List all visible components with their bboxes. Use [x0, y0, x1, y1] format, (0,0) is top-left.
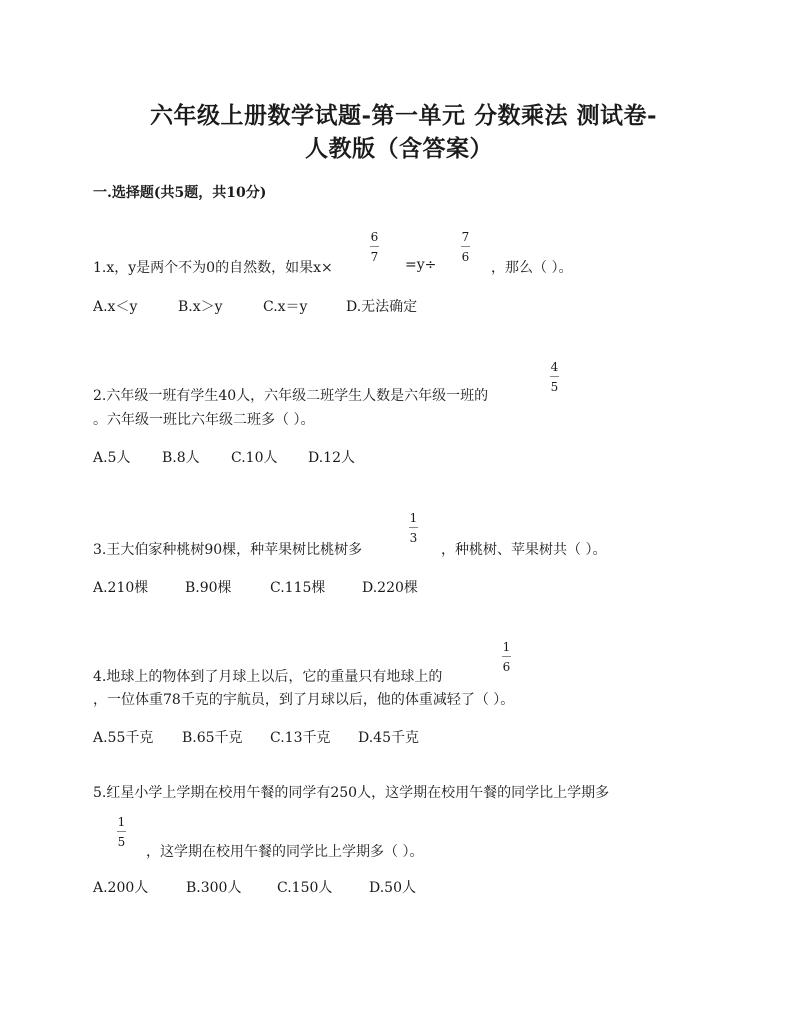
q2-fraction-numerator: 4 — [550, 360, 559, 374]
q4-option-d[interactable]: D.45千克 — [358, 730, 419, 746]
q4-fraction-numerator: 1 — [502, 640, 511, 654]
q1-fraction-2 — [461, 230, 470, 264]
q2-option-c[interactable]: C.10人 — [231, 450, 278, 466]
q4-option-c[interactable]: C.13千克 — [270, 730, 331, 746]
q4-option-a[interactable]: A.55千克 — [93, 730, 154, 746]
q5-option-b[interactable]: B.300人 — [186, 880, 242, 896]
q4-fraction-denominator: 6 — [502, 660, 511, 674]
q1-option-d[interactable]: D.无法确定 — [346, 299, 418, 315]
q1-fraction-1-bar — [370, 246, 379, 247]
q1-fraction-1-denominator: 7 — [370, 250, 379, 264]
q5-option-c[interactable]: C.150人 — [277, 880, 333, 896]
q1-text-a: 1.x，y是两个不为0的自然数，如果x× — [93, 260, 333, 276]
q5-fraction-denominator: 5 — [117, 835, 126, 849]
q4-fraction — [502, 640, 511, 674]
q3-option-b[interactable]: B.90棵 — [185, 580, 232, 596]
q4-fraction-bar — [502, 656, 511, 657]
q3-fraction-bar — [409, 527, 418, 528]
section-heading: 一.选择题(共5题，共10分) — [93, 185, 267, 201]
q2-option-d[interactable]: D.12人 — [308, 450, 355, 466]
q3-option-d[interactable]: D.220棵 — [362, 580, 418, 596]
q3-fraction-denominator: 3 — [409, 531, 418, 545]
q3-text-b: ，种桃树、苹果树共（ ）。 — [441, 542, 607, 558]
q1-fraction-2-denominator: 6 — [461, 250, 470, 264]
q3-option-c[interactable]: C.115棵 — [270, 580, 326, 596]
q4-option-b[interactable]: B.65千克 — [182, 730, 243, 746]
q3-fraction — [409, 511, 418, 545]
q1-fraction-2-bar — [461, 246, 470, 247]
q2-fraction — [550, 360, 559, 394]
q2-option-a[interactable]: A.5人 — [93, 450, 131, 466]
q1-text-c: ，那么（ ）。 — [491, 260, 573, 276]
q5-fraction — [117, 815, 126, 849]
q1-fraction-1-numerator: 6 — [370, 230, 379, 244]
q4-text-a: 4.地球上的物体到了月球上以后，它的重量只有地球上的 — [93, 669, 443, 685]
page-title-line2: 人教版（含答案） — [305, 135, 493, 162]
q5-text-a: 5.红星小学上学期在校用午餐的同学有250人，这学期在校用午餐的同学比上学期多 — [93, 785, 610, 801]
q2-fraction-bar — [550, 376, 559, 377]
q4-text-b: ，一位体重78千克的宇航员，到了月球以后，他的体重减轻了（ ）。 — [93, 692, 515, 708]
q5-fraction-numerator: 1 — [117, 815, 126, 829]
q5-option-a[interactable]: A.200人 — [93, 880, 149, 896]
q2-text-b: 。六年级一班比六年级二班多（ ）。 — [93, 412, 315, 428]
q3-text-a: 3.王大伯家种桃树90棵，种苹果树比桃树多 — [93, 542, 363, 558]
q1-option-a[interactable]: A.x＜y — [93, 299, 138, 315]
q5-text-b: ，这学期在校用午餐的同学比上学期多（ ）。 — [146, 844, 424, 860]
q2-fraction-denominator: 5 — [550, 380, 559, 394]
q1-option-c[interactable]: C.x＝y — [263, 299, 308, 315]
q5-fraction-bar — [117, 831, 126, 832]
q1-option-b[interactable]: B.x＞y — [178, 299, 223, 315]
q5-option-d[interactable]: D.50人 — [369, 880, 416, 896]
q1-text-b: =y÷ — [405, 257, 437, 273]
q1-fraction-1 — [370, 230, 379, 264]
q3-option-a[interactable]: A.210棵 — [93, 580, 149, 596]
q1-fraction-2-numerator: 7 — [461, 230, 470, 244]
q2-text-a: 2.六年级一班有学生40人，六年级二班学生人数是六年级一班的 — [93, 388, 489, 404]
q2-option-b[interactable]: B.8人 — [162, 450, 200, 466]
page-title-line1: 六年级上册数学试题-第一单元 分数乘法 测试卷- — [150, 102, 658, 129]
q3-fraction-numerator: 1 — [409, 511, 418, 525]
